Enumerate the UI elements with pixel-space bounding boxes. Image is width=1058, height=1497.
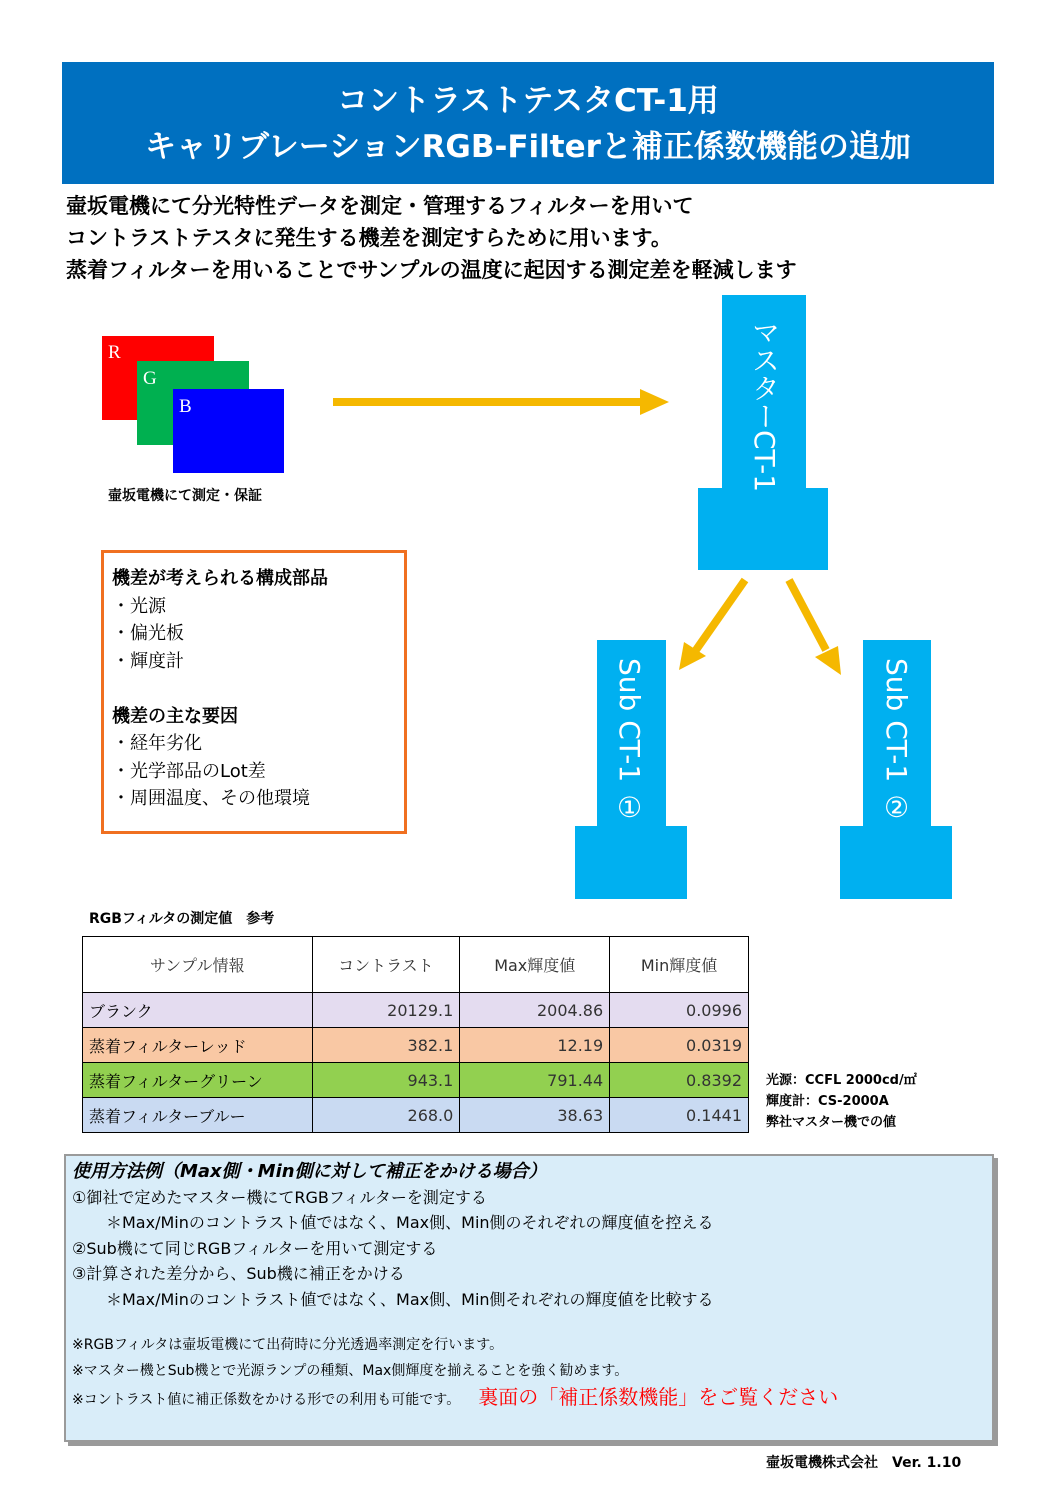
usage-remark-3-highlight: 裏面の「補正係数機能」をご覧ください — [478, 1385, 839, 1409]
min-value: 0.0319 — [610, 1028, 749, 1063]
usage-step-1-note: ＊Max/Minのコントラスト値ではなく、Max側、Min側のそれぞれの輝度値を控える — [106, 1213, 714, 1232]
measurement-conditions — [766, 1070, 917, 1133]
contrast-value: 268.0 — [312, 1098, 460, 1133]
min-value: 0.0996 — [610, 993, 749, 1028]
usage-remark-3: ※コントラスト値に補正係数をかける形での利用も可能です。 — [72, 1392, 461, 1408]
max-value: 2004.86 — [460, 993, 610, 1028]
factors-heading: 機差の主な要因 — [112, 705, 238, 727]
max-value: 791.44 — [460, 1063, 610, 1098]
arrow-master-to-sub2-head — [815, 646, 841, 675]
arrow-master-to-sub1-shaft — [696, 580, 745, 650]
intro-line-1: 壷坂電機にて分光特性データを測定・管理するフィルターを用いて — [66, 194, 694, 218]
condition-luminance-meter: 輝度計：CS-2000A — [766, 1094, 889, 1109]
max-value: 38.63 — [460, 1098, 610, 1133]
table-row — [83, 993, 749, 1028]
sample-name: 蒸着フィルターグリーン — [83, 1063, 313, 1098]
master-ct1-label: マスターCT-1 — [748, 318, 781, 493]
table-row — [83, 1063, 749, 1098]
master-ct1-base — [698, 488, 828, 570]
sample-name: ブランク — [83, 993, 313, 1028]
contrast-value: 382.1 — [312, 1028, 460, 1063]
component-item: ・輝度計 — [112, 650, 184, 672]
title-line-1: コントラストテスタCT-1用 — [337, 83, 719, 119]
condition-light-source: 光源：CCFL 2000cd/㎡ — [766, 1073, 917, 1088]
sub2-ct1-base — [840, 826, 952, 899]
usage-remark-3-line — [72, 1384, 986, 1413]
usage-remark-2: ※マスター機とSub機とで光源ランプの種類、Max側輝度を揃えることを強く勧めます。 — [72, 1363, 629, 1379]
usage-remark-1: ※RGBフィルタは壷坂電機にて出荷時に分光透過率測定を行います。 — [72, 1337, 504, 1353]
contrast-value: 943.1 — [312, 1063, 460, 1098]
factor-item: ・周囲温度、その他環境 — [112, 788, 310, 809]
intro-line-3: 蒸着フィルターを用いることでサンプルの温度に起因する測定差を軽減します — [66, 258, 797, 282]
usage-example-box — [64, 1154, 994, 1442]
arrow-filter-to-master-head — [640, 389, 669, 415]
usage-step-1: ①御社で定めたマスター機にてRGBフィルターを測定する — [72, 1187, 487, 1207]
sub1-ct1-base — [575, 826, 687, 899]
contrast-value: 20129.1 — [312, 993, 460, 1028]
variation-factors-box — [101, 550, 407, 834]
components-heading: 機差が考えられる構成部品 — [112, 568, 328, 589]
component-item: ・偏光板 — [112, 623, 184, 644]
sub2-ct1-label: Sub CT-1 ② — [880, 658, 913, 825]
header-contrast: コントラスト — [312, 937, 460, 993]
usage-heading: 使用方法例（Max側・Min側に対して補正をかける場合） — [72, 1161, 547, 1182]
header-max-luminance: Max輝度値 — [460, 937, 610, 993]
sample-name: 蒸着フィルターレッド — [83, 1028, 313, 1063]
red-filter-label: R — [108, 342, 121, 363]
factor-item: ・経年劣化 — [112, 733, 202, 754]
max-value: 12.19 — [460, 1028, 610, 1063]
footer-company-version: 壷坂電機株式会社 Ver. 1.10 — [766, 1455, 962, 1471]
header-sample-info: サンプル情報 — [83, 937, 313, 993]
table-row — [83, 1098, 749, 1133]
intro-line-2: コントラストテスタに発生する機差を測定すらために用います。 — [66, 226, 672, 250]
title-line-2: キャリブレーションRGB-Filterと補正係数機能の追加 — [145, 129, 911, 165]
table-row — [83, 1028, 749, 1063]
arrow-master-to-sub2-shaft — [789, 580, 826, 650]
usage-step-3-note: ＊Max/Minのコントラスト値ではなく、Max側、Min側それぞれの輝度値を比較する — [106, 1289, 714, 1309]
factor-item: ・光学部品のLot差 — [112, 760, 266, 782]
usage-step-2: ②Sub機にて同じRGBフィルターを用いて測定する — [72, 1238, 438, 1258]
min-value: 0.8392 — [610, 1063, 749, 1098]
sample-name: 蒸着フィルターブルー — [83, 1098, 313, 1133]
min-value: 0.1441 — [610, 1098, 749, 1133]
table-caption: RGBフィルタの測定値 参考 — [89, 911, 275, 927]
condition-master-note: 弊社マスター機での値 — [766, 1115, 897, 1130]
component-item: ・光源 — [112, 595, 166, 617]
green-filter-label: G — [143, 368, 157, 389]
blue-filter-label: B — [179, 396, 192, 417]
measurement-table — [82, 936, 749, 1133]
header-min-luminance: Min輝度値 — [610, 937, 749, 993]
sub1-ct1-label: Sub CT-1 ① — [613, 658, 646, 825]
table-header-row — [83, 937, 749, 993]
usage-step-3: ③計算された差分から、Sub機に補正をかける — [72, 1264, 405, 1283]
filter-caption: 壷坂電機にて測定・保証 — [108, 488, 262, 504]
